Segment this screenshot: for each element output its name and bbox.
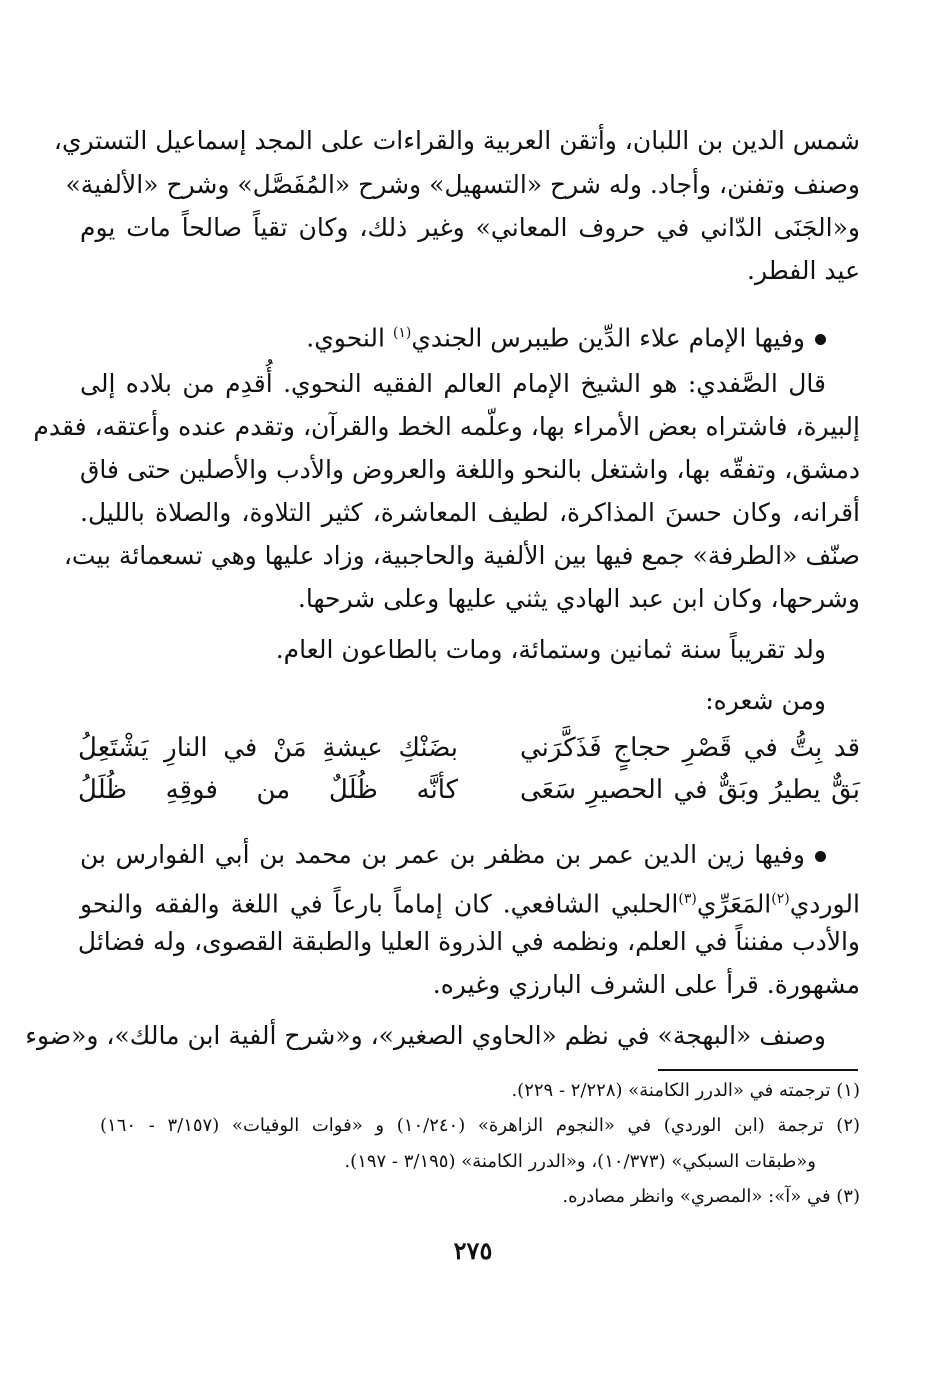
text-line: وصنف وتفنن، وأجاد. وله شرح «التسهيل» وشرح «المُفَصَّل» وشرح «الألفية» <box>65 170 860 199</box>
text-line: إلبيرة، فاشتراه بعض الأمراء بها، وعلّمه الخط والقرآن، وتقدم عنده وأعتقه، فقدم <box>33 412 860 441</box>
verse-hemistich: قد بِتُّ في قَصْرِ حجاجٍ فَذَكَّرَني <box>520 733 860 763</box>
text-line: و«الجَنَى الدّاني في حروف المعاني» وغير ذلك، وكان تقياً صالحاً مات يوم <box>80 213 860 242</box>
footnote-ref: (٣) <box>678 891 697 907</box>
text-line: قال الصَّفدي: هو الشيخ الإمام العالم الفقيه النحوي. أُقدِم من بلاده إلى <box>80 369 826 398</box>
verse-hemistich: كأنَّه ظُلَلٌ من فوقِهِ ظُلَلُ <box>78 775 458 805</box>
page-number: ٢٧٥ <box>453 1236 493 1265</box>
footnote: (١) ترجمته في «الدرر الكامنة» (٢/٢٢٨ - ٢٢٩). <box>511 1080 860 1101</box>
footnote: و«طبقات السبكي» (١٠/٣٧٣)، و«الدرر الكامنة» (٣/١٩٥ - ١٩٧). <box>344 1151 816 1172</box>
text-line: عيد الفطر. <box>747 256 860 285</box>
footnote-ref: (١) <box>392 325 412 341</box>
footnote: (٣) في «آ»: «المصري» وانظر مصادره. <box>562 1186 860 1207</box>
footnote-separator <box>658 1069 858 1071</box>
text-line: الوردي$^{(٢)}$المَعَرِّي$^{(٣)}$الحلبي الشافعي. كان إماماً بارعاً في اللغة والفقه والنحو <box>80 889 860 919</box>
entry-heading: وفيها الإمام علاء الدِّين طيبرس الجندي$^{(١)}$ النحوي. <box>80 316 826 355</box>
footnote: (٢) ترجمة (ابن الوردي) في «النجوم الزاهرة» (١٠/٢٤٠) و «فوات الوفيات» (٣/١٥٧ - ١٦٠) <box>100 1115 861 1136</box>
text-line: ولد تقريباً سنة ثمانين وستمائة، ومات بالطاعون العام. <box>275 635 826 664</box>
verse-hemistich: بَقٌّ يطيرُ وبَقٌّ في الحصيرِ سَعَى <box>520 775 860 805</box>
text-line: صنّف «الطرفة» جمع فيها بين الألفية والحاجبية، وزاد عليها وهي تسعمائة بيت، <box>63 541 860 570</box>
poetry-intro: ومن شعره: <box>705 686 826 715</box>
text-line: دمشق، وتفقّه بها، واشتغل بالنحو واللغة والعروض والأدب والأصلين حتى فاق <box>80 455 860 484</box>
text-line: وصنف «البهجة» في نظم «الحاوي الصغير»، و«شرح ألفية ابن مالك»، و«ضوء <box>25 1021 826 1050</box>
entry-heading: وفيها زين الدين عمر بن مظفر بن عمر بن محمد بن أبي الفوارس بن <box>80 838 826 872</box>
bullet-icon <box>815 851 826 862</box>
text-line: والأدب مفنناً في العلم، ونظمه في الذروة العليا والطبقة القصوى، وله فضائل <box>77 927 860 956</box>
bullet-icon <box>815 334 826 345</box>
footnote-ref: (٢) <box>771 891 790 907</box>
verse-hemistich: بضَنْكِ عيشةِ مَنْ في النارِ يَشْتَعِلُ <box>78 733 458 763</box>
text-line: وشرحها، وكان ابن عبد الهادي يثني عليها وعلى شرحها. <box>297 584 860 613</box>
text-line: شمس الدين بن اللبان، وأتقن العربية والقراءات على المجد إسماعيل التستري، <box>53 126 860 155</box>
text-line: أقرانه، وكان حسنَ المذاكرة، لطيف المعاشرة، كثير التلاوة، والصلاة بالليل. <box>80 498 860 527</box>
text-line: مشهورة. قرأ على الشرف البارزي وغيره. <box>432 970 860 999</box>
